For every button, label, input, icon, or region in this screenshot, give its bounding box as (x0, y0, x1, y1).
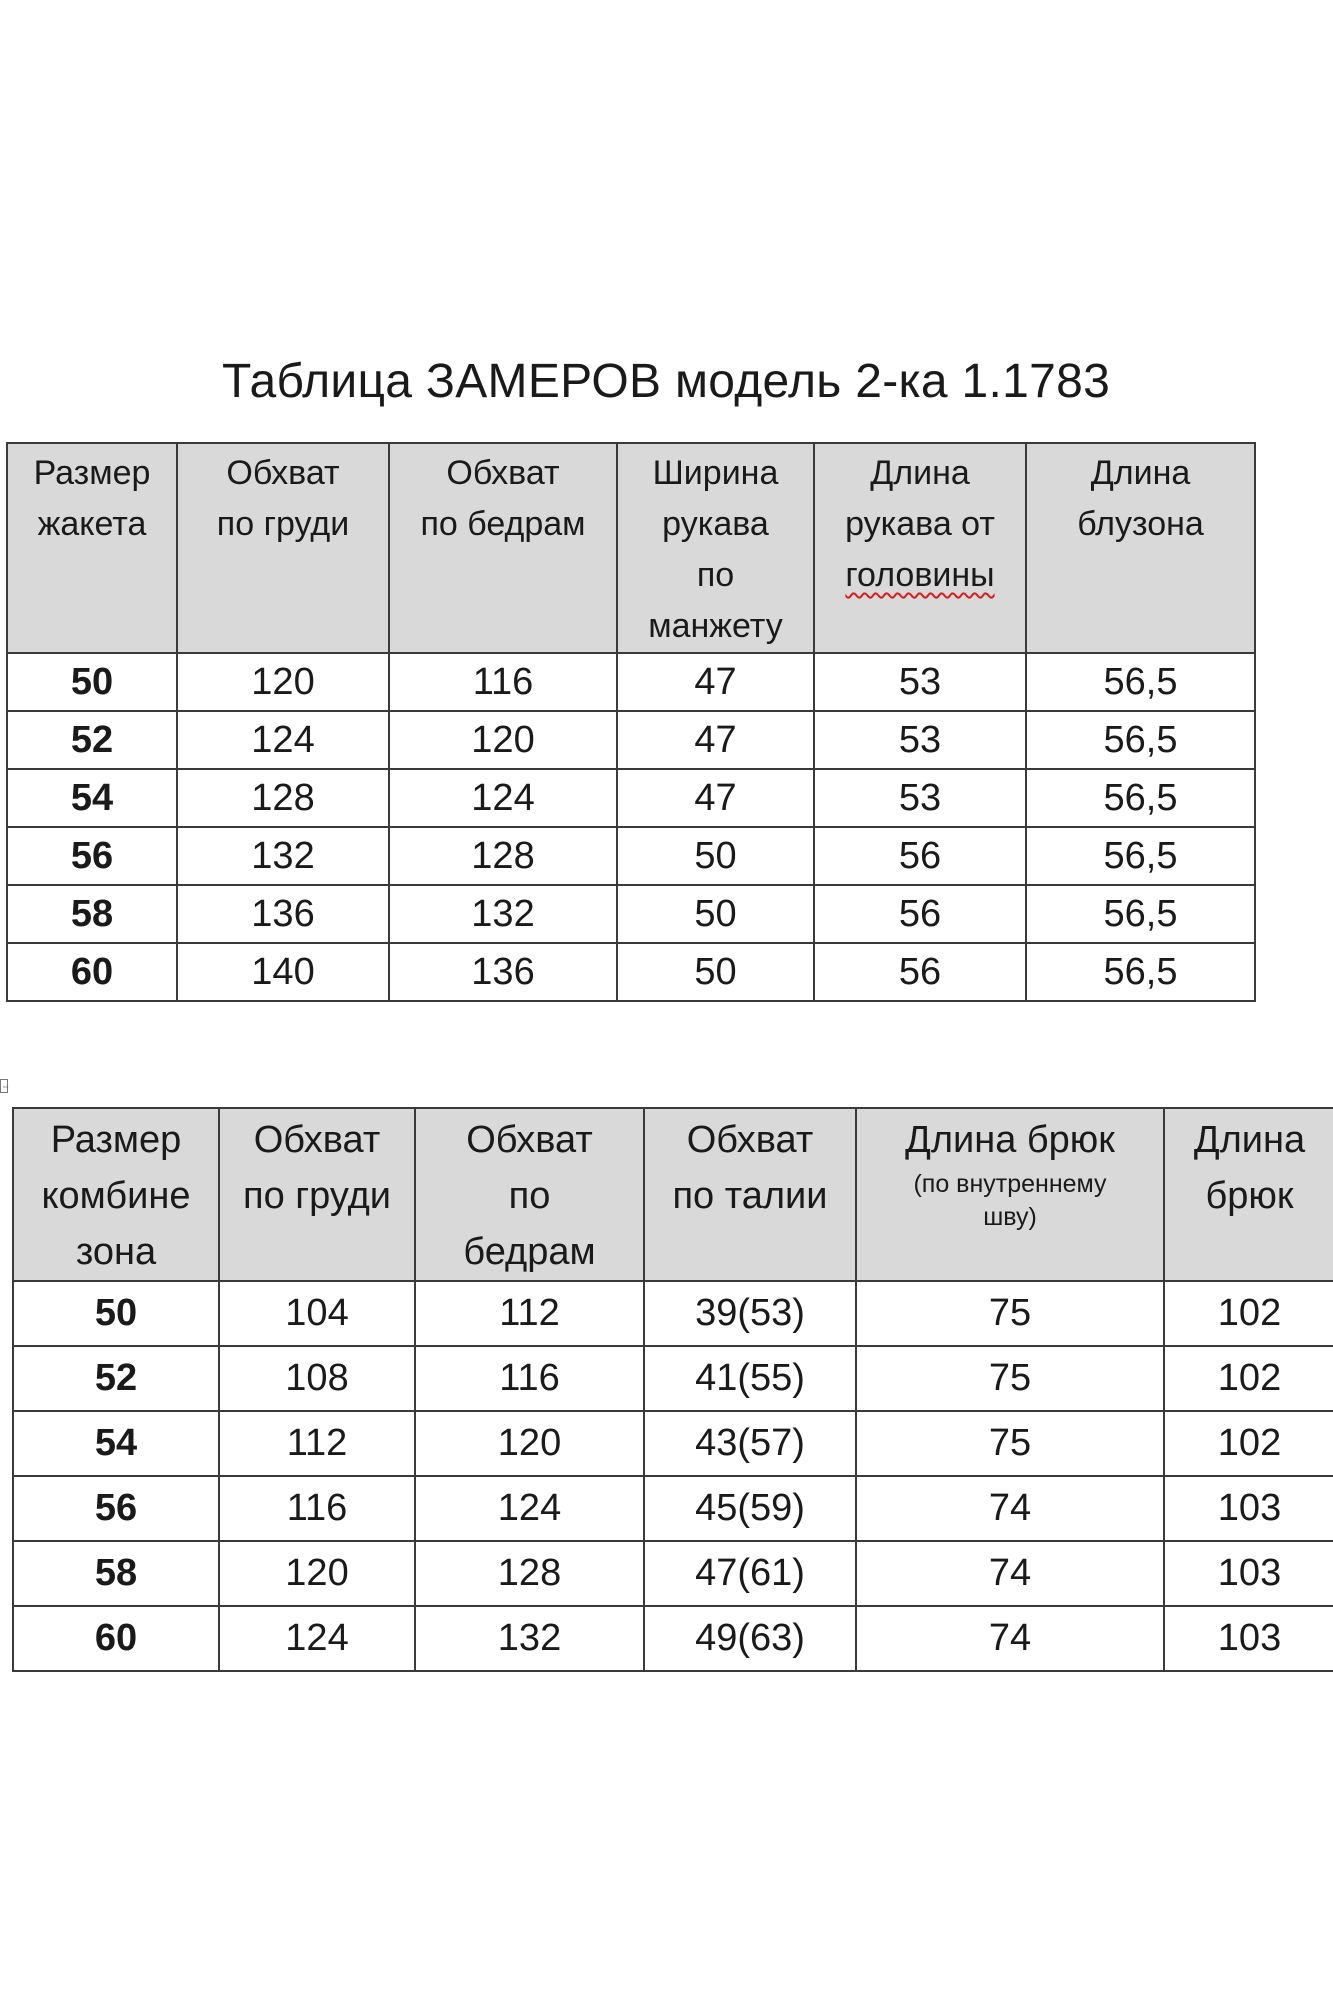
measurement-cell: 74 (856, 1541, 1164, 1606)
measurement-cell: 104 (219, 1281, 415, 1346)
size-cell: 56 (13, 1476, 219, 1541)
header-chest: Обхват по груди (219, 1108, 415, 1281)
measurement-cell: 124 (415, 1476, 644, 1541)
header-trouser-inseam-length: Длина брюк (по внутреннему шву) (856, 1108, 1164, 1281)
measurement-cell: 74 (856, 1476, 1164, 1541)
table-row (13, 1606, 1333, 1671)
measurement-cell: 56,5 (1026, 827, 1255, 885)
measurement-cell: 41(55) (644, 1346, 856, 1411)
measurement-cell: 47(61) (644, 1541, 856, 1606)
table-header-row (13, 1108, 1333, 1281)
measurement-cell: 140 (177, 943, 389, 1001)
table-row (13, 1411, 1333, 1476)
size-cell: 52 (7, 711, 177, 769)
size-cell: 52 (13, 1346, 219, 1411)
header-hips: Обхват по бедрам (415, 1108, 644, 1281)
jacket-measurements-table (6, 442, 1256, 1002)
header-hips: Обхват по бедрам (389, 443, 617, 653)
measurement-cell: 116 (219, 1476, 415, 1541)
measurement-cell: 103 (1164, 1541, 1333, 1606)
measurement-cell: 47 (617, 769, 814, 827)
measurement-cell: 47 (617, 711, 814, 769)
size-cell: 54 (7, 769, 177, 827)
header-chest: Обхват по груди (177, 443, 389, 653)
measurement-cell: 56 (814, 827, 1026, 885)
measurement-cell: 50 (617, 827, 814, 885)
measurement-cell: 102 (1164, 1411, 1333, 1476)
measurement-cell: 75 (856, 1346, 1164, 1411)
table-row (13, 1476, 1333, 1541)
measurement-cell: 75 (856, 1411, 1164, 1476)
measurement-cell: 103 (1164, 1476, 1333, 1541)
measurement-cell: 50 (617, 885, 814, 943)
measurement-cell: 124 (219, 1606, 415, 1671)
measurement-cell: 132 (177, 827, 389, 885)
measurement-cell: 132 (389, 885, 617, 943)
measurement-cell: 136 (389, 943, 617, 1001)
measurement-cell: 45(59) (644, 1476, 856, 1541)
measurement-cell: 74 (856, 1606, 1164, 1671)
measurement-cell: 53 (814, 769, 1026, 827)
measurement-cell: 56,5 (1026, 769, 1255, 827)
measurement-cell: 56,5 (1026, 885, 1255, 943)
measurement-cell: 49(63) (644, 1606, 856, 1671)
header-size-jacket: Размер жакета (7, 443, 177, 653)
measurement-cell: 128 (177, 769, 389, 827)
page-title: Таблица ЗАМЕРОВ модель 2-ка 1.1783 (222, 355, 1111, 408)
measurement-cell: 50 (617, 943, 814, 1001)
header-sleeve-length: Длина рукава от головины (814, 443, 1026, 653)
measurement-cell: 128 (415, 1541, 644, 1606)
table-row (13, 1281, 1333, 1346)
header-blouson-length: Длина блузона (1026, 443, 1255, 653)
table-anchor-icon: ⇔ (1, 1081, 10, 1091)
measurement-cell: 124 (177, 711, 389, 769)
size-cell: 60 (13, 1606, 219, 1671)
measurement-cell: 124 (389, 769, 617, 827)
table-row (7, 885, 1255, 943)
measurement-cell: 103 (1164, 1606, 1333, 1671)
measurement-cell: 132 (415, 1606, 644, 1671)
measurement-cell: 120 (177, 653, 389, 711)
measurement-cell: 136 (177, 885, 389, 943)
measurement-cell: 128 (389, 827, 617, 885)
measurement-cell: 120 (389, 711, 617, 769)
header-waist: Обхват по талии (644, 1108, 856, 1281)
measurement-cell: 43(57) (644, 1411, 856, 1476)
table-row (7, 711, 1255, 769)
table-row (7, 943, 1255, 1001)
measurement-cell: 120 (219, 1541, 415, 1606)
table-row (13, 1541, 1333, 1606)
size-cell: 58 (7, 885, 177, 943)
measurement-cell: 112 (415, 1281, 644, 1346)
table-row (7, 769, 1255, 827)
size-cell: 50 (13, 1281, 219, 1346)
measurement-cell: 116 (415, 1346, 644, 1411)
header-sleeve-cuff-width: Ширина рукава по манжету (617, 443, 814, 653)
size-cell: 50 (7, 653, 177, 711)
measurement-cell: 47 (617, 653, 814, 711)
measurement-cell: 53 (814, 653, 1026, 711)
size-cell: 54 (13, 1411, 219, 1476)
measurement-cell: 56,5 (1026, 943, 1255, 1001)
measurement-cell: 120 (415, 1411, 644, 1476)
measurement-cell: 56 (814, 943, 1026, 1001)
measurement-cell: 39(53) (644, 1281, 856, 1346)
size-cell: 60 (7, 943, 177, 1001)
measurement-cell: 56,5 (1026, 653, 1255, 711)
measurement-cell: 56,5 (1026, 711, 1255, 769)
jumpsuit-measurements-table (12, 1107, 1333, 1672)
measurement-cell: 56 (814, 885, 1026, 943)
header-size-jumpsuit: Размер комбине зона (13, 1108, 219, 1281)
header-trouser-length: Длина брюк (1164, 1108, 1333, 1281)
measurement-cell: 116 (389, 653, 617, 711)
measurement-cell: 102 (1164, 1346, 1333, 1411)
table-header-row (7, 443, 1255, 653)
measurement-cell: 108 (219, 1346, 415, 1411)
size-cell: 58 (13, 1541, 219, 1606)
table-row (13, 1346, 1333, 1411)
measurement-cell: 53 (814, 711, 1026, 769)
measurement-cell: 75 (856, 1281, 1164, 1346)
measurement-cell: 102 (1164, 1281, 1333, 1346)
table-row (7, 653, 1255, 711)
table-row (7, 827, 1255, 885)
size-cell: 56 (7, 827, 177, 885)
measurement-cell: 112 (219, 1411, 415, 1476)
